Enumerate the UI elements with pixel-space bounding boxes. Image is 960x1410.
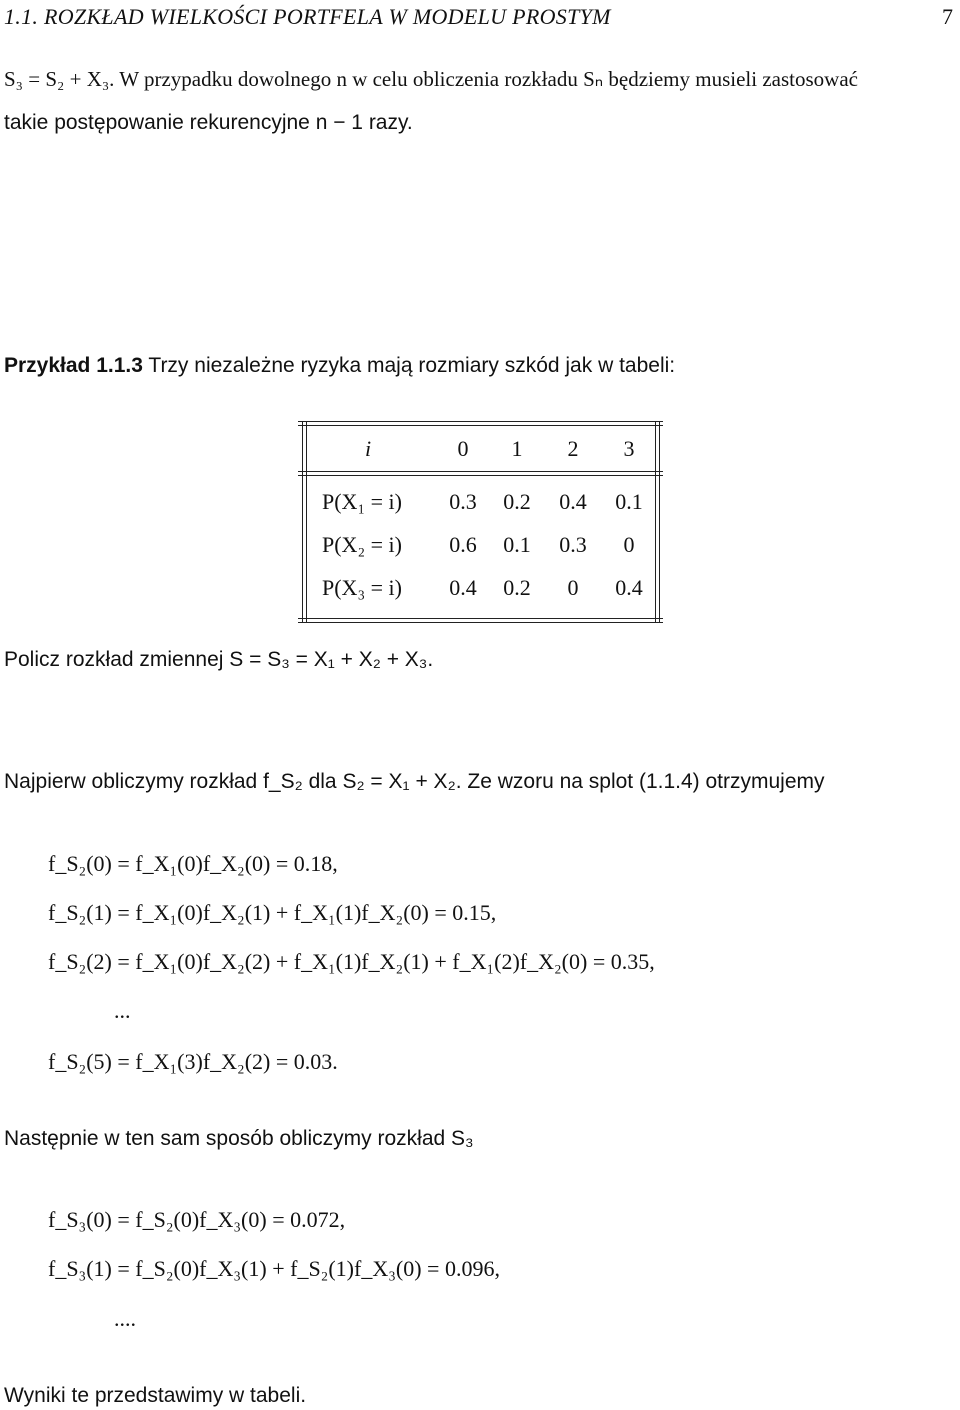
table-rule-right-2: [659, 421, 660, 623]
table-cell: 0.3: [449, 489, 477, 514]
running-title: 1.1. ROZKŁAD WIELKOŚCI PORTFELA W MODELU PROSTYM: [4, 4, 611, 29]
equation: f_S₂(1) = f_X₁(0)f_X₂(1) + f_X₁(1)f_X₂(0) = 0.15,: [48, 900, 497, 925]
table-cell: 0.2: [503, 489, 531, 514]
step2-text: Następnie w ten sam sposób obliczymy rozkład S₃: [4, 1127, 474, 1150]
step1-text: Najpierw obliczymy rozkład f_S₂ dla S₂ = X₁ + X₂. Ze wzoru na splot (1.1.4) otrzymujemy: [4, 770, 825, 793]
table-row-label: P(X₁ = i): [322, 489, 402, 514]
table-cell: 0: [567, 575, 579, 600]
example-label: Przykład 1.1.3: [4, 354, 143, 377]
closing-text: Wyniki te przedstawimy w tabeli.: [4, 1384, 307, 1407]
table-row-label: P(X₂ = i): [322, 532, 402, 557]
intro-line-1: S₃ = S₂ + X₃. W przypadku dowolnego n w celu obliczenia rozkładu Sₙ będziemy musieli zastosować: [4, 67, 858, 91]
equation: f_S₂(5) = f_X₁(3)f_X₂(2) = 0.03.: [48, 1049, 338, 1074]
task-text: Policz rozkład zmiennej S = S₃ = X₁ + X₂ + X₃.: [4, 648, 434, 671]
table-cell: 0: [623, 532, 635, 557]
table-cell: 0.4: [615, 575, 643, 600]
equation: f_S₃(1) = f_S₂(0)f_X₃(1) + f_S₂(1)f_X₃(0) = 0.096,: [48, 1256, 500, 1281]
example-heading: [4, 354, 675, 378]
equation: f_S₂(0) = f_X₁(0)f_X₂(0) = 0.18,: [48, 851, 338, 876]
table-rule-top-2: [298, 425, 663, 426]
table-cell: 0.4: [449, 575, 477, 600]
table-rule-left-2: [306, 421, 307, 623]
intro-line-2: takie postępowanie rekurencyjne n − 1 razy.: [4, 111, 413, 134]
table-rule-mid-1: [298, 471, 663, 472]
page-number: 7: [942, 4, 953, 29]
table-cell: 0.6: [449, 532, 477, 557]
table-rule-right-1: [655, 421, 656, 623]
table-cell: 0.1: [503, 532, 531, 557]
table-rule-left-1: [302, 421, 303, 623]
table-header-cell: 1: [511, 436, 523, 461]
table-rule-mid-2: [298, 475, 663, 476]
table-cell: 0.4: [559, 489, 587, 514]
table-rule-bottom-2: [298, 622, 663, 623]
table-cell: 0.2: [503, 575, 531, 600]
probability-table: [298, 421, 663, 623]
table-header-cell: 2: [567, 436, 579, 461]
table-cell: 0.1: [615, 489, 643, 514]
ellipsis: ...: [114, 998, 131, 1023]
equation: f_S₃(0) = f_S₂(0)f_X₃(0) = 0.072,: [48, 1207, 346, 1232]
ellipsis: ....: [114, 1306, 136, 1331]
table-row-label: P(X₃ = i): [322, 575, 402, 600]
table-header-i: i: [364, 436, 372, 461]
table-header-cell: 3: [623, 436, 635, 461]
table-cell: 0.3: [559, 532, 587, 557]
table-rule-bottom-1: [298, 618, 663, 619]
example-text: Trzy niezależne ryzyka mają rozmiary szkód jak w tabeli:: [148, 354, 676, 377]
table-rule-top-1: [298, 421, 663, 422]
table-header-cell: 0: [457, 436, 469, 461]
equation: f_S₂(2) = f_X₁(0)f_X₂(2) + f_X₁(1)f_X₂(1) + f_X₁(2)f_X₂(0) = 0.35,: [48, 949, 655, 974]
